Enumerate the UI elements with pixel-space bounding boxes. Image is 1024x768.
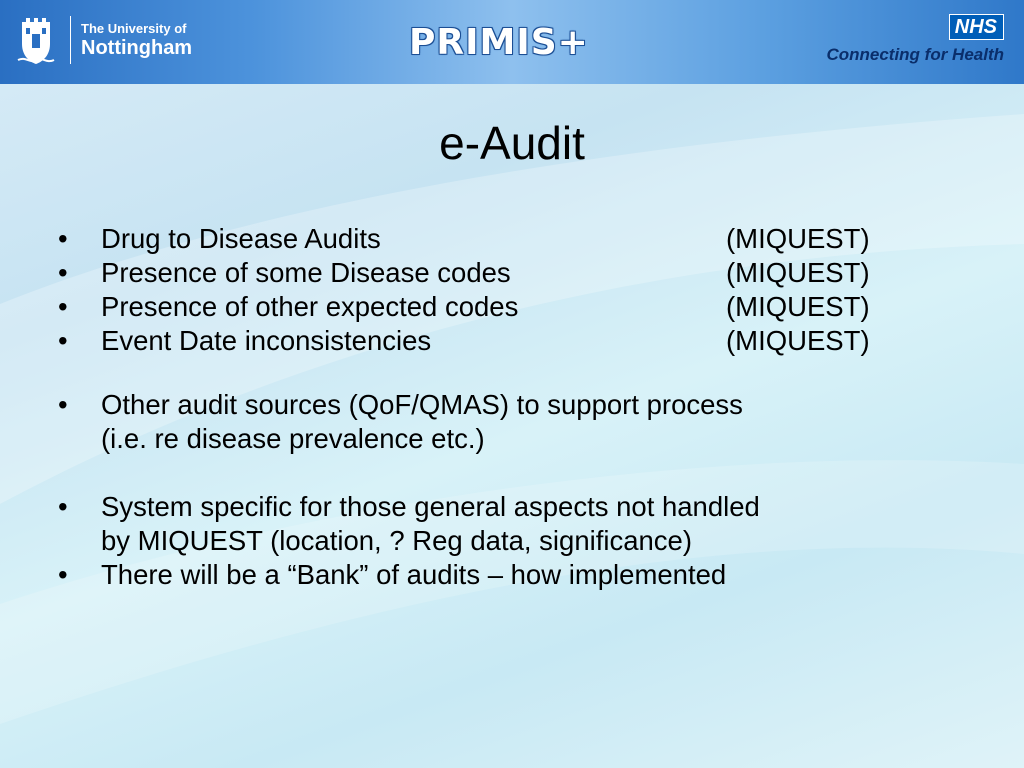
bullet-source: (MIQUEST) (726, 223, 870, 254)
bullet-icon: • (58, 223, 68, 254)
university-name-line2: Nottingham (81, 37, 193, 59)
bullet-text-line1: Other audit sources (QoF/QMAS) to support process (101, 389, 743, 420)
bullet-item-other-sources (58, 388, 958, 456)
bullet-icon: • (58, 257, 68, 288)
bullet-item (58, 256, 958, 290)
bullet-item-bank (58, 558, 958, 592)
bullet-source: (MIQUEST) (726, 291, 870, 322)
bullet-text: Presence of other expected codes (101, 291, 519, 322)
nhs-badge: NHS (949, 14, 1004, 40)
bullet-text: Presence of some Disease codes (101, 257, 511, 288)
bullet-icon: • (58, 325, 68, 356)
bullet-source: (MIQUEST) (726, 325, 870, 356)
logo-divider (70, 16, 71, 64)
bullet-list (58, 222, 958, 592)
bullet-text: Drug to Disease Audits (101, 223, 381, 254)
bullet-item (58, 290, 958, 324)
bullet-text-line2: (i.e. re disease prevalence etc.) (101, 423, 485, 454)
bullet-text-line1: System specific for those general aspects not handled (101, 491, 760, 522)
nhs-logo (826, 14, 1004, 65)
castle-crest-icon (16, 14, 56, 66)
nhs-tagline: Connecting for Health (826, 45, 1004, 64)
university-logo (16, 14, 192, 66)
bullet-icon: • (58, 559, 68, 590)
university-name (81, 22, 192, 58)
university-name-line1: The University of (81, 21, 187, 36)
bullet-icon: • (58, 389, 68, 420)
primis-logo: PRIMIS+ (409, 22, 589, 63)
header-banner (0, 0, 1024, 84)
bullet-text: Event Date inconsistencies (101, 325, 432, 356)
bullet-item (58, 222, 958, 256)
bullet-icon: • (58, 291, 68, 322)
slide-title: e-Audit (439, 117, 585, 169)
bullet-item-system-specific (58, 490, 958, 558)
bullet-icon: • (58, 491, 68, 522)
bullet-source: (MIQUEST) (726, 257, 870, 288)
bullet-item (58, 324, 958, 358)
bullet-text-line2: by MIQUEST (location, ? Reg data, significance) (101, 525, 693, 556)
bullet-text: There will be a “Bank” of audits – how implemented (101, 559, 727, 590)
